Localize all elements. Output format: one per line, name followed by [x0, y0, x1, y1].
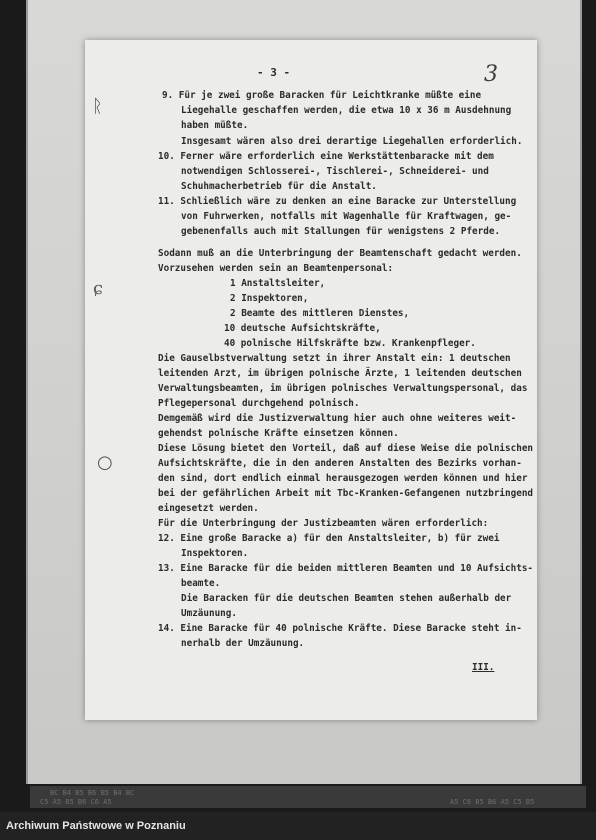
text-line: Pflegepersonal durchgehend polnisch. — [158, 398, 360, 409]
margin-mark-icon: ᚱ — [92, 96, 103, 117]
text-line: Liegehalle geschaffen werden, die etwa 10 x 36 m Ausdehnung — [181, 105, 512, 116]
text-line: haben müßte. — [181, 120, 249, 131]
page-number: - 3 - — [257, 66, 291, 79]
text-line: von Fuhrwerken, notfalls mit Wagenhalle für Kraftwagen, ge- — [181, 211, 512, 222]
calibration-code: A5 C6 B5 B6 A5 C5 B5 — [450, 798, 535, 806]
archive-label: Archiwum Państwowe w Poznaniu — [6, 820, 186, 832]
text-line: Verwaltungsbeamten, im übrigen polnisches Verwaltungspersonal, das — [158, 383, 528, 394]
text-line: 9. Für je zwei große Baracken für Leichtkranke müßte eine — [162, 90, 482, 101]
list-item: 2 Inspektoren, — [230, 293, 309, 304]
text-line: 12. Eine große Baracke a) für den Anstaltsleiter, b) für zwei — [158, 533, 500, 544]
list-item: 2 Beamte des mittleren Dienstes, — [230, 308, 410, 319]
text-line: Die Gauselbstverwaltung setzt in ihrer Anstalt ein: 1 deutschen — [158, 353, 511, 364]
calibration-code: BC B4 B5 B6 B5 B4 BC — [50, 789, 135, 797]
text-line: Für die Unterbringung der Justizbeamten wären erforderlich: — [158, 518, 489, 529]
text-line: Sodann muß an die Unterbringung der Beamtenschaft gedacht werden. — [158, 248, 522, 259]
text-line: Diese Lösung bietet den Vorteil, daß auf diese Weise die polnischen — [158, 443, 534, 454]
text-line: Die Baracken für die deutschen Beamten stehen außerhalb der — [181, 593, 512, 604]
text-line: den sind, dort endlich einmal herausgezogen werden können und hier — [158, 473, 528, 484]
text-line: gehendst polnische Kräfte einsetzen können. — [158, 428, 399, 439]
calibration-code: C5 A5 B5 B6 C6 A5 — [40, 798, 112, 806]
text-line: 14. Eine Baracke für 40 polnische Kräfte. Diese Baracke steht in- — [158, 623, 522, 634]
text-line: Demgemäß wird die Justizverwaltung hier auch ohne weiteres weit- — [158, 413, 517, 424]
text-line: Insgesamt wären also drei derartige Liegehallen erforderlich. — [181, 136, 523, 147]
text-line: Aufsichtskräfte, die in den anderen Anstalten des Bezirks vorhan- — [158, 458, 522, 469]
list-item: 40 polnische Hilfskräfte bzw. Krankenpfleger. — [224, 338, 476, 349]
list-item: 10 deutsche Aufsichtskräfte, — [224, 323, 381, 334]
text-line: Inspektoren. — [181, 548, 249, 559]
text-line: Umzäunung. — [181, 608, 237, 619]
next-section-marker: III. — [472, 662, 495, 673]
margin-circle-mark-icon: ○ — [97, 452, 113, 473]
punch-hole-mark-icon: ɕ — [93, 278, 104, 299]
text-line: 13. Eine Baracke für die beiden mittleren Beamten und 10 Aufsichts- — [158, 563, 534, 574]
text-line: Vorzusehen werden sein an Beamtenpersonal: — [158, 263, 394, 274]
list-item: 1 Anstaltsleiter, — [230, 278, 326, 289]
text-line: 11. Schließlich wäre zu denken an eine Baracke zur Unterstellung — [158, 196, 517, 207]
text-line: Schuhmacherbetrieb für die Anstalt. — [181, 181, 377, 192]
handwritten-page-number: 3 — [484, 62, 498, 87]
text-line: gebenenfalls auch mit Stallungen für wenigstens 2 Pferde. — [181, 226, 501, 237]
scan-calibration-strip — [30, 786, 586, 808]
text-line: nerhalb der Umzäunung. — [181, 638, 305, 649]
text-line: 10. Ferner wäre erforderlich eine Werkstättenbaracke mit dem — [158, 151, 494, 162]
text-line: beamte. — [181, 578, 221, 589]
archive-footer — [0, 812, 596, 840]
text-line: eingesetzt werden. — [158, 503, 259, 514]
text-line: notwendigen Schlosserei-, Tischlerei-, Schneiderei- und — [181, 166, 489, 177]
text-line: leitenden Arzt, im übrigen polnische Ärzte, 1 leitenden deutschen — [158, 368, 522, 379]
text-line: bei der gefährlichen Arbeit mit Tbc-Kranken-Gefangenen nutzbringend — [158, 488, 534, 499]
